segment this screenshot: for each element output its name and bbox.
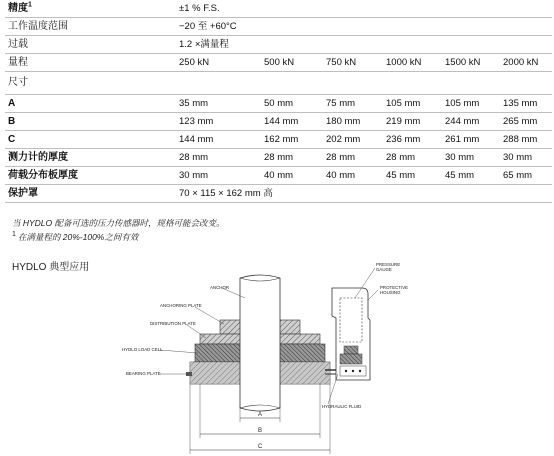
dim-b-label: B	[8, 116, 16, 127]
dim-a-cell: 105 mm	[445, 98, 480, 109]
anchor-rod	[240, 275, 280, 411]
dim-c-label: C	[8, 134, 16, 145]
row-overload	[5, 36, 552, 54]
overload-label: 过载	[8, 39, 28, 50]
dim-c-cell: 162 mm	[264, 134, 299, 145]
dim-b-cell: 219 mm	[386, 116, 421, 127]
typical-application-diagram	[100, 258, 420, 456]
plate-thickness-cell: 40 mm	[326, 170, 356, 181]
anchor-label: ANCHOR	[210, 285, 230, 290]
dim-a-label: A	[8, 98, 16, 109]
plate-thickness-cell: 45 mm	[445, 170, 475, 181]
distribution-plate-label: DISTRIBUTION PLATE	[150, 321, 196, 326]
temp-range-label: 工作温度范围	[8, 21, 68, 32]
pressure-gauge-label-2: GAUGE	[376, 267, 392, 272]
cell-thickness-label: 测力计的厚度	[8, 152, 68, 163]
dim-a-text: A	[258, 412, 263, 418]
dim-c-text: C	[258, 444, 263, 450]
housing-label-2: HOUSING	[380, 290, 401, 295]
temp-range-value: −20 至 +60°C	[179, 21, 237, 32]
capacity-cell: 250 kN	[179, 57, 210, 68]
capacity-cell: 2000 kN	[503, 57, 539, 68]
row-dim-a	[5, 95, 552, 113]
cell-thickness-cell: 28 mm	[264, 152, 294, 163]
note-accuracy	[12, 229, 225, 243]
row-accuracy	[5, 0, 552, 18]
cell-thickness-cell: 30 mm	[445, 152, 475, 163]
dimensions-label: 尺寸	[5, 72, 176, 95]
cover-label: 保护罩	[8, 188, 38, 199]
pressure-gauge-label-1: PRESSURE	[376, 262, 401, 267]
cover-value: 70 × 115 × 162 mm 高	[179, 188, 273, 199]
dim-b-text: B	[258, 428, 263, 434]
row-dim-b	[5, 113, 552, 131]
dim-a-cell: 75 mm	[326, 98, 356, 109]
dim-c-cell: 236 mm	[386, 134, 421, 145]
accuracy-value: ±1 % F.S.	[179, 3, 220, 14]
bearing-plate-label: BEARING PLATE	[126, 371, 161, 376]
plate-thickness-cell: 30 mm	[179, 170, 209, 181]
capacity-cell: 500 kN	[264, 57, 295, 68]
row-dim-c	[5, 131, 552, 149]
dim-c-cell: 288 mm	[503, 134, 538, 145]
row-cover	[5, 185, 552, 203]
row-capacity	[5, 54, 552, 72]
dim-b-cell: 123 mm	[179, 116, 214, 127]
row-temp-range	[5, 18, 552, 36]
note-sensor: 当 HYDLO 配备可选的压力传感器时，规格可能会改变。	[12, 218, 225, 228]
capacity-label: 量程	[8, 57, 28, 68]
note-accuracy-text: 在满量程的 20%-100%之间有效	[17, 231, 139, 242]
plate-thickness-cell: 40 mm	[264, 170, 294, 181]
dim-a-cell: 135 mm	[503, 98, 538, 109]
capacity-cell: 1500 kN	[445, 57, 481, 68]
cell-thickness-cell: 30 mm	[503, 152, 533, 163]
notes	[12, 218, 225, 243]
dim-c-cell: 261 mm	[445, 134, 480, 145]
plate-thickness-label: 荷载分布板厚度	[8, 170, 78, 181]
cell-thickness-cell: 28 mm	[179, 152, 209, 163]
row-dimensions	[5, 72, 552, 95]
dim-b-cell: 265 mm	[503, 116, 538, 127]
dim-a-cell: 50 mm	[264, 98, 294, 109]
dim-b-cell: 244 mm	[445, 116, 480, 127]
capacity-cell: 1000 kN	[386, 57, 422, 68]
dim-c-cell: 202 mm	[326, 134, 361, 145]
cell-thickness-cell: 28 mm	[326, 152, 356, 163]
plate-thickness-cell: 65 mm	[503, 170, 533, 181]
dim-a-cell: 105 mm	[386, 98, 421, 109]
anchoring-plate-label: ANCHORING PLATE	[160, 303, 202, 308]
dim-a-cell: 35 mm	[179, 98, 209, 109]
housing-label-1: PROTECTIVE	[380, 285, 409, 290]
overload-value: 1.2 ×满量程	[179, 39, 229, 50]
row-plate-thickness	[5, 167, 552, 185]
hydraulic-fluid-label: HYDRAULIC FLUID	[322, 404, 362, 409]
specifications-table	[5, 0, 552, 203]
footnote-marker: 1	[28, 1, 32, 9]
dim-b-cell: 144 mm	[264, 116, 299, 127]
dim-b-cell: 180 mm	[326, 116, 361, 127]
row-cell-thickness	[5, 149, 552, 167]
accuracy-label: 精度	[8, 3, 28, 14]
note-footnote-marker: 1	[12, 231, 16, 238]
load-cell-label: HYDLO LOAD CELL	[122, 347, 163, 352]
capacity-cell: 750 kN	[326, 57, 357, 68]
plate-thickness-cell: 45 mm	[386, 170, 416, 181]
cell-thickness-cell: 28 mm	[386, 152, 416, 163]
section-title: HYDLO 典型应用	[12, 262, 90, 273]
dim-c-cell: 144 mm	[179, 134, 214, 145]
